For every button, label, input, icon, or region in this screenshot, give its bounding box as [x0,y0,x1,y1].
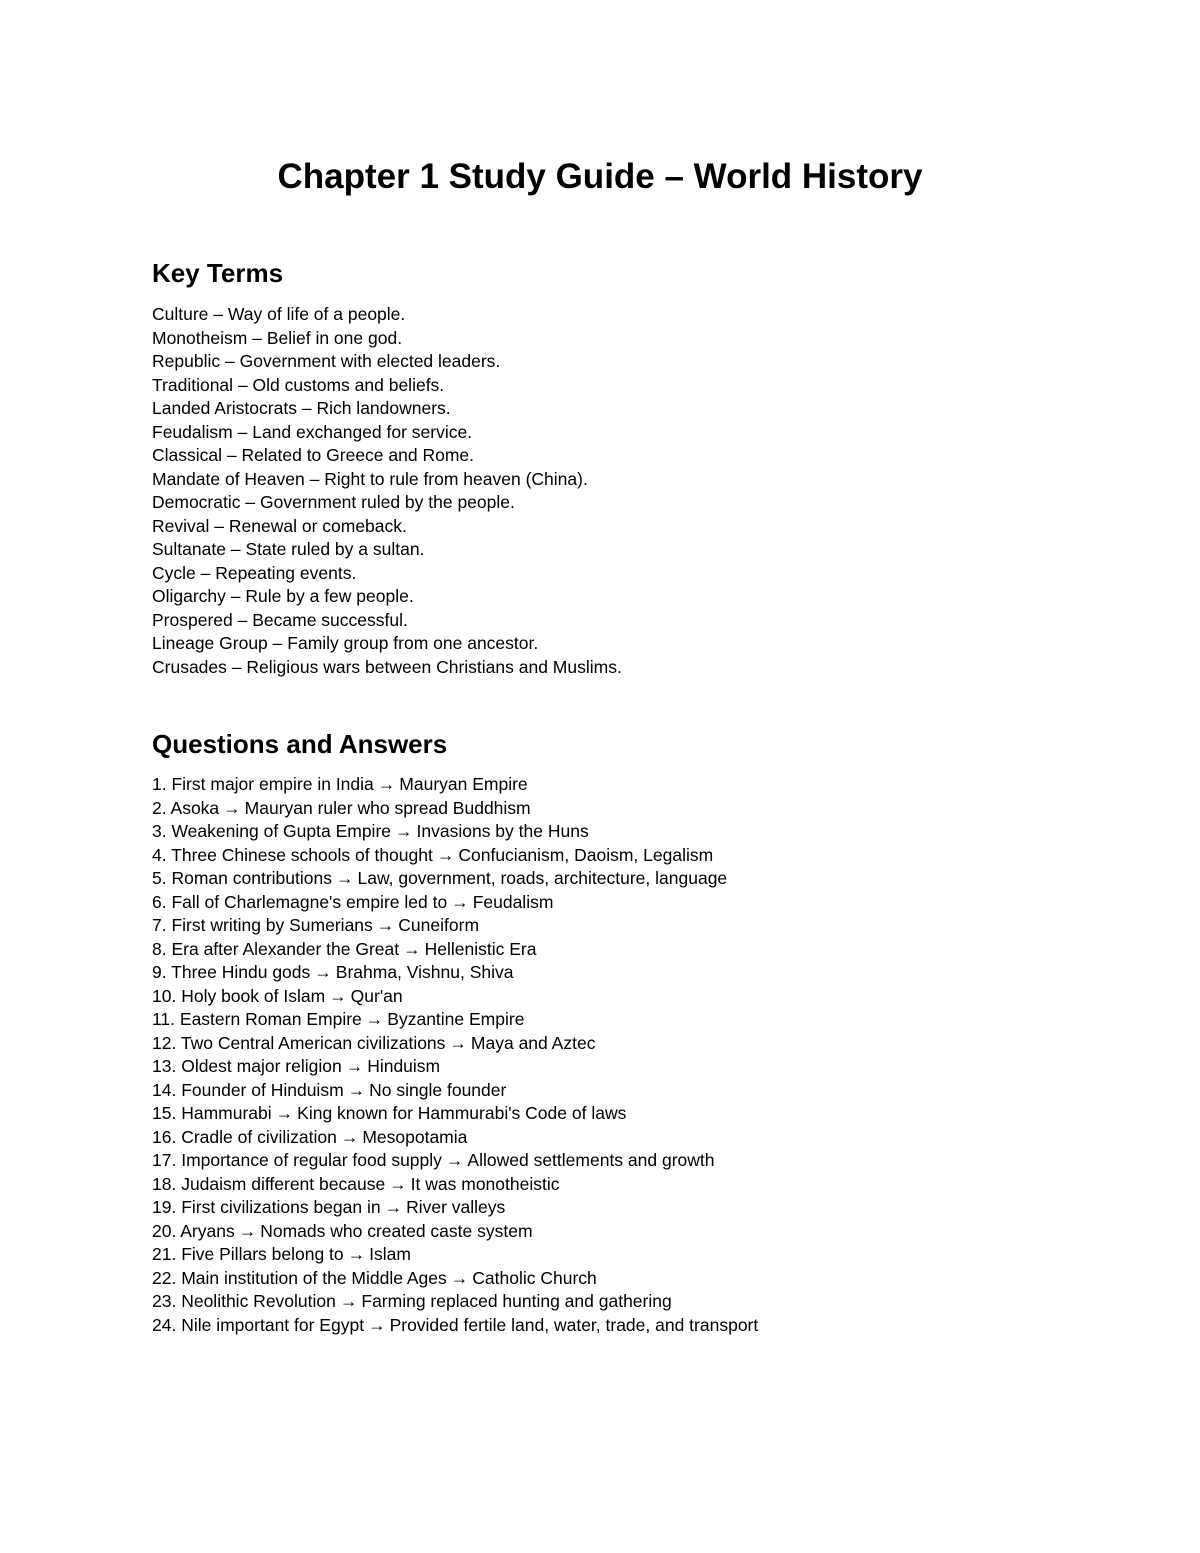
question-answer-item [152,797,758,821]
answer-text: Invasions by the Huns [416,821,589,841]
key-term-item [152,609,622,633]
answer-text: Qur'an [350,985,403,1006]
key-term-item [152,303,622,327]
answer-text: Nomads who created caste system [260,1220,533,1241]
term-separator: – [226,445,237,465]
answer-text: Mauryan Empire [399,774,528,794]
key-term-definition: State ruled by a sultan. [245,539,425,559]
key-term-item [152,374,622,398]
key-term-item [152,632,622,656]
question-text: Main institution of the Middle Ages [181,1267,447,1288]
key-term: Feudalism [152,421,233,442]
question-number: 2. [152,797,167,818]
key-term-item [152,538,622,562]
term-separator: – [231,656,242,677]
answer-text: Confucianism, Daoism, Legalism [458,844,714,865]
question-number: 20. [152,1220,177,1241]
arrow-icon: → [223,797,241,818]
term-separator: – [214,515,224,536]
question-answer-item [152,1243,758,1267]
question-number: 19. [152,1197,177,1217]
question-answer-item [152,1220,758,1244]
arrow-icon: → [238,1220,257,1241]
arrow-icon: → [365,1009,384,1029]
question-answer-item [152,1290,758,1314]
question-answer-item [152,867,758,891]
key-term-definition: Rule by a few people. [245,586,414,606]
question-text: Nile important for Egypt [181,1314,365,1335]
question-number: 21. [152,1244,177,1264]
arrow-icon: → [395,821,413,841]
question-number: 1. [152,774,167,794]
question-answer-item [152,938,758,962]
question-text: Era after Alexander the Great [171,938,400,959]
question-number: 3. [152,821,167,841]
question-answer-item [152,961,758,985]
key-term-item [152,421,622,445]
answer-text: Hinduism [367,1056,441,1076]
answer-text: Provided fertile land, water, trade, and transport [389,1314,759,1335]
question-text: Weakening of Gupta Empire [171,821,392,841]
term-separator: – [237,609,248,630]
question-text: Importance of regular food supply [181,1150,442,1170]
question-text: Roman contributions [171,868,332,888]
key-term: Oligarchy [152,586,226,606]
term-separator: – [237,421,248,442]
key-term-definition: Government with elected leaders. [239,351,501,371]
question-number: 12. [152,1032,177,1053]
question-answer-item [152,985,758,1009]
key-term: Cycle [152,562,196,583]
question-number: 11. [152,1009,176,1029]
question-answer-item [152,1267,758,1291]
arrow-icon: → [314,962,332,982]
question-number: 6. [152,891,167,912]
arrow-icon: → [335,868,354,888]
term-separator: – [230,539,241,559]
key-term: Prospered [152,609,233,630]
question-text: First writing by Sumerians [171,915,373,935]
question-text: Neolithic Revolution [181,1291,336,1311]
question-answer-item [152,891,758,915]
question-number: 7. [152,915,167,935]
question-answer-item [152,1055,758,1079]
key-term-item [152,327,622,351]
key-term: Crusades [152,656,227,677]
key-term-definition: Religious wars between Christians and Muslims. [246,656,622,677]
key-term-definition: Old customs and beliefs. [252,374,445,395]
arrow-icon: → [403,938,421,959]
question-number: 18. [152,1173,177,1194]
question-number: 8. [152,938,167,959]
question-number: 4. [152,844,167,865]
key-term: Sultanate [152,539,226,559]
key-term-item [152,585,622,609]
question-answer-item [152,1314,758,1338]
question-text: First major empire in India [171,774,374,794]
arrow-icon: → [340,1126,359,1147]
question-text: Hammurabi [181,1103,272,1123]
arrow-icon: → [376,915,395,935]
answer-text: Law, government, roads, architecture, language [357,868,728,888]
arrow-icon: → [347,1244,366,1264]
arrow-icon: → [339,1291,358,1311]
key-term: Republic [152,351,221,371]
answer-text: Maya and Aztec [470,1032,596,1053]
key-term: Classical [152,445,223,465]
question-number: 15. [152,1103,177,1123]
question-text: Three Chinese schools of thought [171,844,433,865]
term-separator: – [245,492,256,512]
key-terms-list [152,303,622,679]
key-term-item [152,491,622,515]
key-term-item [152,444,622,468]
key-term: Revival [152,515,210,536]
key-term-definition: Government ruled by the people. [259,492,515,512]
answer-text: Catholic Church [472,1267,597,1288]
arrow-icon: → [347,1079,366,1100]
key-term-definition: Way of life of a people. [227,304,406,324]
key-term: Culture [152,304,209,324]
arrow-icon: → [451,891,469,912]
document-title: Chapter 1 Study Guide – World History [277,157,923,196]
term-separator: – [272,633,283,653]
question-number: 24. [152,1314,177,1335]
key-term: Lineage Group [152,633,268,653]
key-term-definition: Land exchanged for service. [252,421,473,442]
answer-text: Brahma, Vishnu, Shiva [335,962,514,982]
answer-text: Hellenistic Era [424,938,537,959]
term-separator: – [309,468,320,489]
question-text: Aryans [180,1220,235,1241]
answer-text: It was monotheistic [410,1173,560,1194]
key-term-definition: Rich landowners. [316,398,451,418]
key-terms-heading: Key Terms [152,258,284,288]
questions-answers-heading: Questions and Answers [152,729,448,759]
answer-text: Farming replaced hunting and gathering [361,1291,672,1311]
question-answer-item [152,1173,758,1197]
key-term-item [152,656,622,680]
question-number: 13. [152,1056,177,1076]
question-text: Fall of Charlemagne's empire led to [171,891,448,912]
arrow-icon: → [275,1103,294,1123]
question-answer-item [152,1102,758,1126]
term-separator: – [237,374,248,395]
key-term-definition: Became successful. [252,609,408,630]
question-number: 16. [152,1126,177,1147]
arrow-icon: → [389,1173,407,1194]
question-answer-item [152,844,758,868]
key-term: Mandate of Heaven [152,468,305,489]
key-term: Monotheism [152,327,248,348]
question-text: Asoka [170,797,220,818]
arrow-icon: → [384,1197,403,1217]
answer-text: Allowed settlements and growth [467,1150,715,1170]
question-answer-item [152,1079,758,1103]
arrow-icon: → [436,844,455,865]
term-separator: – [224,351,235,371]
arrow-icon: → [377,774,396,794]
answer-text: Islam [369,1244,411,1264]
question-number: 14. [152,1079,177,1100]
key-term-definition: Belief in one god. [266,327,403,348]
key-term-definition: Right to rule from heaven (China). [324,468,588,489]
question-answer-item [152,773,758,797]
answer-text: King known for Hammurabi's Code of laws [297,1103,627,1123]
answer-text: Cuneiform [398,915,480,935]
question-text: Three Hindu gods [171,962,311,982]
question-text: Judaism different because [181,1173,386,1194]
key-term-item [152,468,622,492]
question-answer-item [152,1126,758,1150]
answer-text: Feudalism [472,891,554,912]
question-answer-item [152,1149,758,1173]
question-text: Oldest major religion [181,1056,342,1076]
arrow-icon: → [329,985,347,1006]
question-text: Eastern Roman Empire [179,1009,362,1029]
question-answer-item [152,1008,758,1032]
key-term: Traditional [152,374,234,395]
question-text: Holy book of Islam [181,985,326,1006]
question-number: 10. [152,985,177,1006]
key-term-definition: Related to Greece and Rome. [241,445,475,465]
key-term: Democratic [152,492,241,512]
question-number: 5. [152,868,167,888]
arrow-icon: → [445,1150,464,1170]
question-text: Five Pillars belong to [181,1244,344,1264]
key-term-item [152,515,622,539]
question-answer-item [152,914,758,938]
key-term-definition: Repeating events. [215,562,357,583]
answer-text: Byzantine Empire [387,1009,525,1029]
question-number: 9. [152,962,167,982]
question-answer-item [152,1196,758,1220]
answer-text: No single founder [369,1079,507,1100]
arrow-icon: → [368,1314,386,1335]
key-term-item [152,397,622,421]
term-separator: – [200,562,211,583]
term-separator: – [230,586,241,606]
term-separator: – [213,304,224,324]
key-term-item [152,562,622,586]
answer-text: River valleys [406,1197,506,1217]
key-term-definition: Renewal or comeback. [228,515,407,536]
question-answer-item [152,820,758,844]
key-term-definition: Family group from one ancestor. [287,633,539,653]
question-text: First civilizations began in [181,1197,381,1217]
answer-text: Mesopotamia [362,1126,468,1147]
question-number: 17. [152,1150,177,1170]
question-number: 22. [152,1267,177,1288]
answer-text: Mauryan ruler who spread Buddhism [244,797,531,818]
question-answer-item [152,1032,758,1056]
arrow-icon: → [450,1267,469,1288]
term-separator: – [301,398,312,418]
arrow-icon: → [345,1056,364,1076]
arrow-icon: → [449,1032,467,1053]
key-term: Landed Aristocrats [152,398,297,418]
question-text: Founder of Hinduism [181,1079,344,1100]
key-term-item [152,350,622,374]
question-text: Two Central American civilizations [180,1032,446,1053]
question-text: Cradle of civilization [181,1126,337,1147]
term-separator: – [252,327,262,348]
question-number: 23. [152,1291,177,1311]
questions-answers-list [152,773,758,1337]
